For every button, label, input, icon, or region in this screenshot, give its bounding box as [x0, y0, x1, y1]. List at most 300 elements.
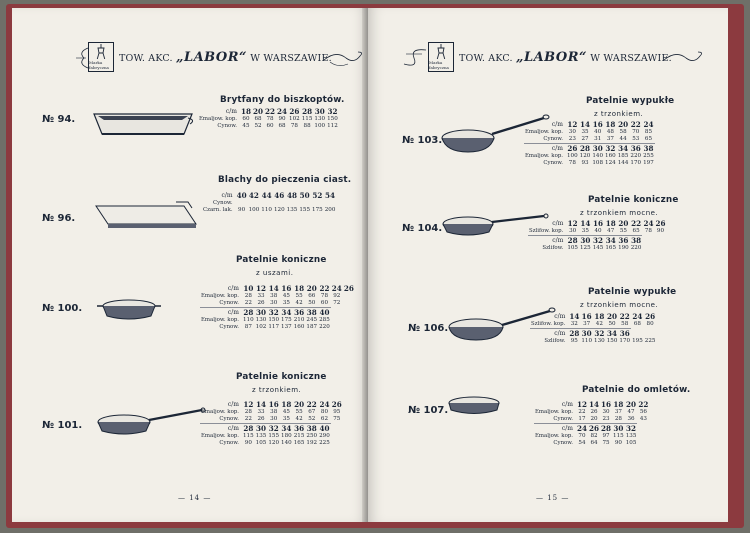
price-cell: 55	[295, 293, 303, 299]
price-cell: 160	[293, 324, 305, 330]
price-cell: 185	[617, 153, 629, 159]
price-row	[200, 440, 343, 447]
size-cell: 16	[281, 284, 292, 293]
price-cell: 54	[578, 440, 586, 446]
finish-label: Cynow.	[219, 324, 239, 330]
finish-label: Emaljow. kop.	[201, 409, 239, 415]
price-cell: 22	[578, 409, 586, 415]
size-cell: 26	[289, 107, 300, 116]
price-cell: 90	[238, 207, 246, 213]
size-row	[530, 329, 656, 339]
price-cell: 60	[320, 300, 329, 306]
baking-tray-image	[88, 108, 198, 138]
company-logo	[428, 42, 454, 72]
price-cell: 55	[295, 409, 303, 415]
finish-label: Emaljow. kop.	[201, 293, 239, 299]
flourish-ornament-icon	[402, 46, 428, 70]
company-name	[459, 50, 672, 65]
price-cell: 250	[306, 433, 318, 439]
size-cell: 26	[331, 400, 342, 409]
price-row	[524, 153, 655, 160]
size-cell: 14	[569, 312, 580, 321]
size-row	[200, 400, 343, 409]
size-unit-label: c/m	[200, 308, 242, 318]
price-cell: 200	[324, 207, 336, 213]
price-cell: 165	[605, 245, 617, 251]
size-cell: 40	[236, 191, 247, 200]
price-cell: 120	[579, 153, 591, 159]
price-row	[200, 293, 355, 300]
price-cell: 48	[606, 129, 614, 135]
size-row	[528, 219, 666, 228]
size-cell: 34	[605, 236, 616, 245]
price-cell: 93	[581, 160, 589, 166]
price-cell: 255	[643, 153, 654, 159]
size-row	[528, 236, 666, 246]
finish-label: Emaljow. kop.	[199, 116, 237, 122]
price-cell: 95	[333, 409, 341, 415]
size-cell: 18	[605, 219, 616, 228]
price-cell: 175	[312, 207, 323, 213]
size-cell: 24	[576, 424, 587, 433]
price-cell: 37	[606, 136, 614, 142]
price-cell: 120	[268, 440, 280, 446]
flourish-ornament-icon	[664, 50, 704, 70]
price-cell: 130	[255, 317, 267, 323]
size-cell: 28	[567, 236, 578, 245]
price-table	[200, 284, 355, 331]
price-cell: 27	[581, 136, 589, 142]
size-unit-label: c/m	[554, 313, 566, 320]
finish-label: Cynow.	[219, 440, 239, 446]
size-cell: 26	[589, 424, 600, 433]
price-cell: 78	[290, 123, 298, 129]
price-row	[528, 245, 666, 252]
price-row	[528, 228, 666, 236]
price-cell: 78	[644, 228, 652, 235]
logo-caption: Marka fabryczna	[429, 60, 449, 70]
size-cell: 38	[306, 424, 317, 433]
size-row	[200, 424, 343, 434]
finish-label: Szlifow. kop.	[531, 321, 566, 327]
price-cell: 110	[581, 338, 593, 344]
size-cell: 28	[601, 424, 612, 433]
product-subtitle: z trzonkiem.	[594, 110, 644, 118]
size-cell: 44	[261, 191, 272, 200]
price-row	[524, 136, 655, 144]
price-row	[534, 416, 649, 424]
finish-label: Emaljow. kop.	[201, 317, 239, 323]
size-cell: 12	[576, 400, 587, 409]
size-cell: 22	[306, 400, 317, 409]
size-cell: 16	[592, 120, 603, 129]
price-cell: 115	[242, 433, 254, 439]
omelette-pan-image	[446, 392, 504, 422]
page-header	[428, 42, 672, 72]
size-cell: 50	[299, 191, 310, 200]
product-title: Patelnie koniczne	[236, 372, 327, 382]
price-cell: 112	[327, 123, 338, 129]
price-cell: 130	[314, 116, 326, 122]
price-cell: 68	[254, 116, 262, 122]
finish-label: Cynow.	[543, 136, 563, 142]
size-cell: 32	[327, 107, 338, 116]
price-cell: 135	[625, 433, 637, 439]
price-cell: 80	[646, 321, 654, 328]
price-row	[200, 324, 355, 331]
finish-label: Szlifow.	[542, 245, 564, 251]
price-cell: 210	[293, 317, 305, 323]
price-cell: 115	[301, 116, 313, 122]
price-cell: 52	[308, 416, 316, 422]
price-cell: 66	[308, 293, 316, 299]
size-cell: 26	[655, 219, 666, 228]
price-row	[534, 440, 649, 447]
size-cell: 32	[593, 236, 604, 245]
price-table	[198, 107, 339, 130]
price-cell: 38	[270, 409, 278, 415]
price-cell: 53	[632, 136, 640, 142]
price-cell: 65	[632, 228, 640, 234]
price-cell: 32	[570, 321, 578, 327]
size-unit-label: c/m	[552, 220, 564, 227]
price-table	[528, 219, 666, 252]
price-cell: 37	[614, 409, 622, 415]
size-cell: 32	[268, 424, 279, 433]
handled-pan-image	[94, 404, 209, 440]
price-cell: 165	[293, 440, 305, 446]
price-cell: 150	[268, 317, 280, 323]
size-unit-label: c/m	[530, 329, 568, 339]
size-unit-label: c/m	[534, 424, 576, 434]
header-brand: „LABOR“	[515, 49, 588, 65]
price-cell: 43	[639, 416, 647, 423]
price-cell: 40	[594, 129, 602, 135]
price-cell: 50	[308, 300, 316, 306]
product-subtitle	[580, 209, 658, 217]
price-cell: 110	[261, 207, 272, 213]
page-header	[88, 42, 332, 72]
size-cell: 14	[589, 400, 600, 409]
price-cell: 68	[278, 123, 286, 129]
price-cell: 33	[257, 409, 265, 415]
size-unit-label: c/m	[227, 401, 239, 408]
header-brand: „LABOR“	[175, 49, 248, 65]
logo-caption: Marka fabryczna	[89, 60, 109, 70]
size-cell: 48	[286, 191, 297, 200]
size-cell: 36	[630, 144, 641, 153]
price-cell: 192	[306, 440, 318, 446]
price-cell: 70	[632, 129, 640, 135]
product-title: Patelnie do omletów.	[582, 385, 691, 395]
price-cell: 144	[617, 160, 629, 166]
price-cell: 97	[602, 433, 610, 439]
price-cell: 35	[581, 228, 589, 234]
price-row	[200, 409, 343, 416]
price-cell: 195	[632, 338, 643, 344]
size-cell: 16	[581, 312, 592, 321]
finish-label: Emaljow. kop.	[525, 129, 563, 135]
size-row	[534, 424, 649, 434]
price-cell: 67	[308, 409, 316, 415]
price-cell: 100	[314, 123, 326, 129]
size-cell: 18	[281, 400, 292, 409]
product-number: № 106.	[408, 323, 449, 334]
size-row	[534, 400, 649, 409]
price-cell: 45	[282, 409, 290, 415]
price-cell: 42	[295, 300, 303, 306]
price-cell: 35	[282, 416, 290, 422]
size-cell: 12	[567, 219, 578, 228]
product-subtitle: z uszami.	[256, 269, 294, 277]
price-cell: 170	[619, 338, 631, 344]
price-row	[534, 433, 649, 440]
size-cell: 12	[567, 120, 578, 129]
size-cell: 22	[265, 107, 276, 116]
price-row	[202, 200, 336, 207]
price-cell: 36	[627, 416, 635, 422]
price-cell: 17	[578, 416, 586, 422]
price-cell: 40	[594, 228, 602, 234]
product-title: Patelnie koniczne	[588, 195, 679, 205]
price-cell: 75	[333, 416, 341, 423]
price-cell: 38	[270, 293, 278, 299]
page-number: — 14 —	[178, 494, 212, 502]
size-cell: 16	[601, 400, 612, 409]
price-row	[524, 160, 655, 167]
price-cell: 135	[255, 433, 267, 439]
price-cell: 78	[568, 160, 576, 166]
price-cell: 72	[333, 300, 341, 307]
size-cell: 34	[281, 424, 292, 433]
product-number: № 104.	[402, 223, 443, 234]
price-cell: 26	[590, 409, 598, 415]
price-cell: 155	[299, 207, 311, 213]
price-cell: 90	[614, 440, 622, 446]
size-cell: 28	[580, 144, 591, 153]
size-cell: 42	[248, 191, 259, 200]
price-row	[202, 207, 336, 214]
price-cell: 87	[244, 324, 252, 330]
size-cell: 30	[256, 424, 267, 433]
size-cell: 22	[638, 400, 649, 409]
size-cell: 32	[626, 424, 637, 433]
size-cell: 24	[643, 219, 654, 228]
size-row	[200, 308, 355, 318]
price-cell: 105	[625, 440, 637, 446]
size-row	[524, 144, 655, 154]
size-cell: 30	[314, 107, 325, 116]
size-cell: 30	[613, 424, 624, 433]
price-cell: 70	[578, 433, 586, 439]
finish-label: Emaljow. kop.	[535, 433, 573, 439]
size-cell: 36	[619, 329, 630, 338]
price-cell: 105	[567, 245, 578, 251]
price-cell: 50	[608, 321, 616, 327]
product-title: Brytfany do biszkoptów.	[220, 95, 345, 105]
size-cell: 22	[319, 284, 330, 293]
size-cell: 18	[240, 107, 251, 116]
flourish-ornament-icon	[76, 46, 90, 70]
size-cell: 36	[618, 236, 629, 245]
price-cell: 28	[614, 416, 622, 422]
price-cell: 220	[319, 324, 330, 330]
size-cell: 34	[607, 329, 618, 338]
product-title: Patelnie wypukłe	[588, 287, 677, 297]
price-cell: 197	[643, 160, 654, 166]
price-cell: 130	[594, 338, 605, 344]
price-cell: 20	[590, 416, 598, 422]
size-cell: 30	[592, 144, 603, 153]
subtitle-text: z trzonkiem mocne.	[580, 209, 659, 217]
size-cell: 22	[619, 312, 630, 321]
size-cell: 22	[630, 120, 641, 129]
size-cell: 26	[645, 312, 656, 321]
product-number: № 94.	[42, 114, 76, 125]
price-cell: 82	[590, 433, 598, 439]
price-cell: 35	[581, 129, 589, 135]
price-table	[534, 400, 649, 447]
price-cell: 22	[244, 300, 252, 306]
price-cell: 290	[319, 433, 330, 439]
size-row	[198, 107, 339, 116]
price-cell: 28	[244, 409, 252, 415]
page-number: — 15 —	[536, 494, 570, 502]
company-logo	[88, 42, 114, 72]
price-cell: 47	[627, 409, 635, 415]
price-cell: 78	[266, 116, 274, 122]
price-cell: 140	[281, 440, 292, 446]
product-number: № 96.	[42, 213, 76, 224]
price-cell: 108	[592, 160, 604, 166]
size-cell: 38	[643, 144, 654, 153]
product-number: № 107.	[408, 405, 449, 416]
price-cell: 88	[303, 123, 311, 129]
size-cell: 32	[594, 329, 605, 338]
price-cell: 190	[618, 245, 629, 251]
price-cell: 137	[281, 324, 292, 330]
size-cell: 24	[319, 400, 330, 409]
price-cell: 42	[295, 416, 303, 422]
finish-label: Cynow.	[543, 160, 563, 166]
size-unit-label: c/m	[225, 108, 237, 115]
size-cell: 28	[302, 107, 313, 116]
size-cell: 20	[294, 400, 305, 409]
size-row	[524, 120, 655, 129]
price-cell: 23	[602, 416, 610, 422]
price-cell: 45	[242, 123, 250, 129]
size-cell: 38	[306, 308, 317, 317]
price-cell: 56	[639, 409, 647, 415]
price-row	[198, 123, 339, 130]
size-cell: 12	[243, 400, 254, 409]
price-cell: 170	[630, 160, 642, 166]
price-cell: 22	[244, 416, 252, 422]
size-cell: 20	[626, 400, 637, 409]
price-row	[200, 433, 343, 440]
product-number: № 100.	[42, 303, 83, 314]
price-row	[200, 416, 343, 424]
finish-label: Emaljow. kop.	[535, 409, 573, 415]
size-row	[202, 191, 336, 200]
price-cell: 220	[630, 153, 642, 159]
price-cell: 26	[257, 416, 265, 422]
size-row	[530, 312, 656, 321]
size-cell: 20	[618, 120, 629, 129]
price-cell: 145	[592, 245, 604, 251]
size-cell: 28	[243, 308, 254, 317]
price-cell: 215	[293, 433, 305, 439]
price-cell: 90	[278, 116, 286, 122]
price-cell: 105	[255, 440, 267, 446]
size-row	[200, 284, 355, 293]
price-cell: 225	[319, 440, 330, 446]
size-cell: 20	[306, 284, 317, 293]
right-page	[368, 8, 728, 522]
price-cell: 155	[268, 433, 280, 439]
product-title: Patelnie wypukłe	[586, 96, 675, 106]
finish-label: Szlifow.	[544, 338, 566, 344]
size-cell: 46	[274, 191, 285, 200]
size-cell: 28	[569, 329, 580, 338]
header-prefix: TOW. AKC.	[119, 52, 173, 64]
price-cell: 45	[282, 293, 290, 299]
size-cell: 54	[325, 191, 336, 200]
product-number: № 101.	[42, 420, 83, 431]
finish-label: Cynow.	[213, 200, 233, 206]
price-cell: 68	[633, 321, 641, 328]
size-cell: 40	[319, 308, 330, 317]
product-subtitle: z trzonkiem mocne.	[580, 301, 659, 309]
size-cell: 32	[605, 144, 616, 153]
eared-pan-image	[94, 296, 164, 322]
price-cell: 30	[270, 300, 278, 306]
finish-label: Cynow.	[219, 300, 239, 306]
product-title: Patelnie koniczne	[236, 255, 327, 265]
size-cell: 20	[607, 312, 618, 321]
left-page	[12, 8, 368, 522]
product-number: № 103.	[402, 135, 443, 146]
size-cell: 32	[268, 308, 279, 317]
size-cell: 24	[277, 107, 288, 116]
price-cell: 95	[570, 338, 578, 344]
size-unit-label: c/m	[200, 424, 242, 434]
price-cell: 80	[320, 409, 329, 415]
price-cell: 102	[255, 324, 267, 330]
size-cell: 26	[567, 144, 578, 153]
product-subtitle: z trzonkiem.	[252, 386, 302, 394]
lamp-trademark-icon	[434, 43, 448, 59]
size-cell: 30	[581, 329, 592, 338]
price-cell: 60	[242, 116, 250, 122]
price-row	[524, 129, 655, 136]
price-cell: 33	[257, 293, 265, 299]
price-cell: 180	[281, 433, 292, 439]
price-table	[202, 191, 336, 214]
size-cell: 28	[243, 424, 254, 433]
size-cell: 30	[580, 236, 591, 245]
price-cell: 150	[327, 116, 338, 122]
price-cell: 225	[644, 338, 656, 344]
price-cell: 110	[242, 317, 254, 323]
finish-label: Cynow.	[553, 416, 573, 422]
cake-sheet-image	[92, 198, 202, 234]
size-cell: 36	[294, 424, 305, 433]
size-cell: 14	[580, 120, 591, 129]
size-cell: 20	[618, 219, 629, 228]
size-cell: 40	[319, 424, 330, 433]
header-suffix: W WARSZAWIE.	[250, 52, 332, 64]
